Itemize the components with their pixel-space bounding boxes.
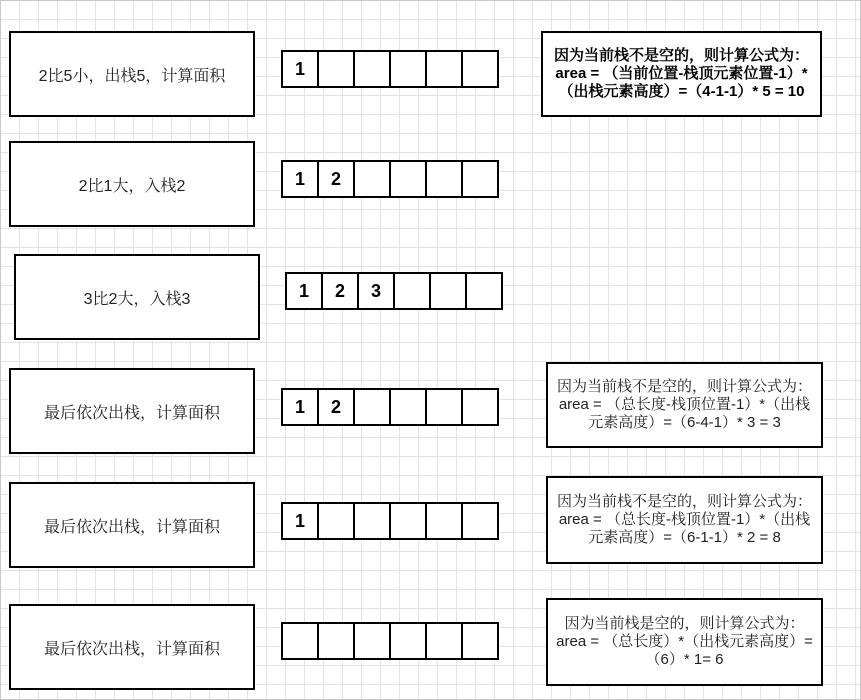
stack-cell [463, 622, 499, 660]
stack-5 [281, 502, 499, 540]
note-box-5 [546, 476, 823, 564]
step-label: 最后依次出栈，计算面积 [43, 518, 220, 536]
stack-cell [427, 50, 463, 88]
stack-6 [281, 622, 499, 660]
step-box-4 [9, 368, 255, 454]
note-box-6 [546, 598, 823, 686]
stack-cell [319, 50, 355, 88]
stack-cell [463, 160, 499, 198]
stack-cell: 1 [283, 160, 319, 198]
stack-cell [391, 50, 427, 88]
stack-cell: 1 [283, 502, 319, 540]
stack-cell [391, 502, 427, 540]
stack-cell: 3 [359, 272, 395, 310]
stack-cell: 2 [319, 388, 355, 426]
stack-cell [431, 272, 467, 310]
stack-cell [319, 502, 355, 540]
stack-4 [281, 388, 499, 426]
stack-cell [355, 50, 391, 88]
note-text: 因为当前栈不是空的，则计算公式为：area = （总长度-栈顶位置-1）*（出栈元素高度）=（6-4-1）* 3 = 3 [556, 378, 812, 431]
step-label: 3比2大，入栈3 [83, 290, 191, 308]
stack-cell [463, 502, 499, 540]
stack-cell [427, 388, 463, 426]
stack-cell [391, 388, 427, 426]
step-box-2 [9, 141, 255, 227]
step-label: 2比1大，入栈2 [78, 177, 186, 195]
stack-cell: 2 [319, 160, 355, 198]
stack-cell [427, 160, 463, 198]
stack-cell: 2 [323, 272, 359, 310]
stack-cell [355, 622, 391, 660]
note-text: 因为当前栈是空的，则计算公式为：area = （总长度）*（出栈元素高度）=（6）* 1= 6 [556, 615, 813, 668]
step-box-3 [14, 254, 260, 340]
step-label: 最后依次出栈，计算面积 [43, 640, 220, 658]
stack-cell: 1 [287, 272, 323, 310]
step-label: 最后依次出栈，计算面积 [43, 404, 220, 422]
stack-cell [463, 50, 499, 88]
stack-cell [463, 388, 499, 426]
stack-1 [281, 50, 499, 88]
stack-cell [467, 272, 503, 310]
stack-cell [391, 622, 427, 660]
stack-cell: 1 [283, 388, 319, 426]
stack-cell [427, 622, 463, 660]
stack-3 [285, 272, 503, 310]
stack-cell [395, 272, 431, 310]
step-box-6 [9, 604, 255, 690]
stack-cell [319, 622, 355, 660]
step-box-5 [9, 482, 255, 568]
stack-cell [355, 160, 391, 198]
stack-cell [355, 502, 391, 540]
step-label: 2比5小，出栈5，计算面积 [38, 67, 226, 85]
stack-cell [391, 160, 427, 198]
note-box-4 [546, 362, 823, 448]
stack-cell: 1 [283, 50, 319, 88]
note-text: 因为当前栈不是空的，则计算公式为：area = （当前位置-栈顶元素位置-1）*（出栈元素高度）=（4-1-1）* 5 = 10 [553, 47, 809, 100]
stack-cell [427, 502, 463, 540]
note-text: 因为当前栈不是空的，则计算公式为：area = （总长度-栈顶位置-1）*（出栈元素高度）=（6-1-1）* 2 = 8 [556, 493, 812, 546]
note-box-1 [541, 31, 822, 117]
stack-cell [355, 388, 391, 426]
stack-cell [283, 622, 319, 660]
step-box-1 [9, 31, 255, 117]
stack-2 [281, 160, 499, 198]
